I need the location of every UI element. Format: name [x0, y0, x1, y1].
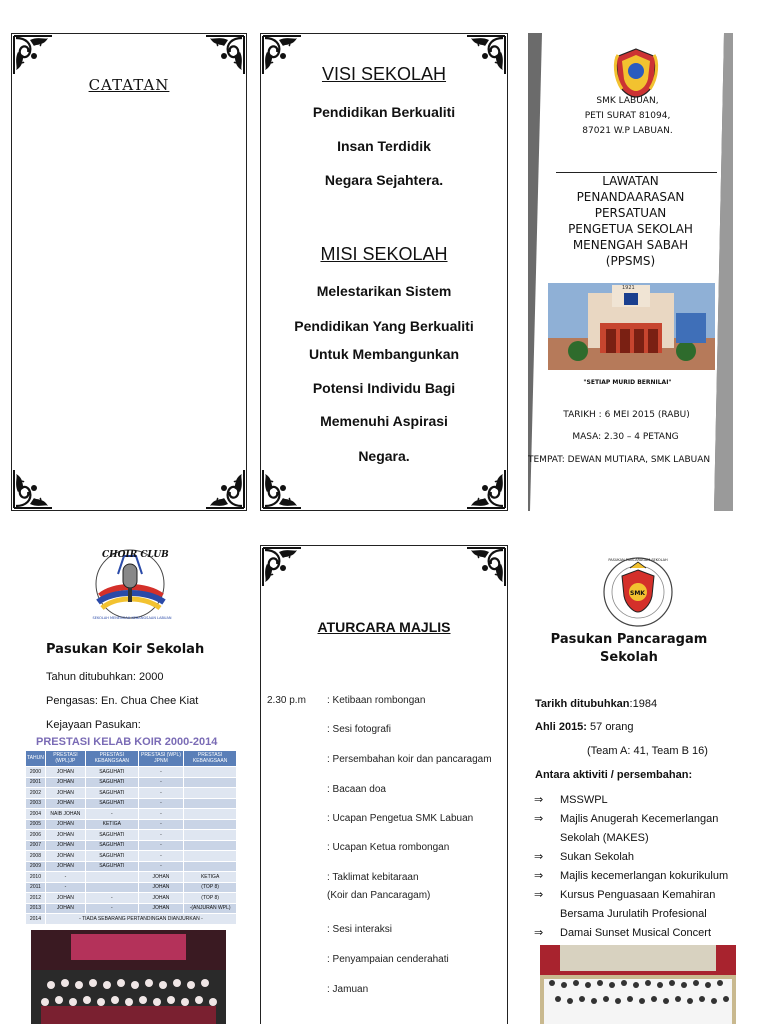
table-cell: - — [138, 830, 184, 841]
table-cell: SAGUHATI — [85, 788, 138, 799]
table-header-cell: TAHUN — [26, 751, 46, 767]
table-cell-note: - TIADA SEBARANG PERTANDINGAN DIANJURKAN - — [45, 914, 236, 925]
table-header-cell: PRESTASI (WPL)JP — [45, 751, 85, 767]
table-cell: -(ANJURAN WPL) — [184, 903, 237, 914]
table-cell: - — [138, 809, 184, 820]
koir-title: Pasukan Koir Sekolah — [46, 642, 205, 657]
table-cell: - — [138, 851, 184, 862]
table-header-cell: PRESTASI KEBANGSAAN — [184, 751, 237, 767]
visi-misi-panel — [260, 33, 508, 511]
list-item: ⇒ Majlis Anugerah Kecemerlangan — [534, 810, 768, 829]
table-cell — [184, 777, 237, 788]
aturcara-title: ATURCARA MAJLIS — [317, 619, 451, 635]
koir-panel — [14, 540, 250, 1024]
schedule-item: : Taklimat kebitaraan — [327, 872, 419, 883]
table-cell: 2011 — [26, 882, 46, 893]
table-cell: - — [45, 872, 85, 883]
arrow-icon: ⇒ — [534, 851, 544, 863]
table-cell — [184, 809, 237, 820]
misi-line: Pendidikan Yang Berkualiti — [294, 318, 474, 334]
table-cell: SAGUHATI — [85, 861, 138, 872]
school-motto: "SETIAP MURID BERNILAI" — [583, 379, 672, 386]
cover-panel — [528, 33, 733, 511]
table-row — [26, 851, 237, 862]
table-cell: - — [85, 903, 138, 914]
list-item-continuation: Sekolah (MAKES) — [560, 832, 649, 844]
table-cell: SAGUHATI — [85, 840, 138, 851]
ornament-corner-icon — [12, 468, 54, 510]
table-cell: 2001 — [26, 777, 46, 788]
table-cell: 2002 — [26, 788, 46, 799]
table-row — [26, 882, 237, 893]
table-cell: SAGUHATI — [85, 851, 138, 862]
pancaragam-team: (Team A: 41, Team B 16) — [587, 745, 708, 757]
table-cell: KETIGA — [184, 872, 237, 883]
misi-line: Untuk Membangunkan — [308, 346, 460, 362]
table-row — [26, 893, 237, 904]
tarikh-label: Tarikh ditubuhkan — [535, 698, 630, 710]
pancaragam-logo-center: SMK — [630, 590, 645, 597]
table-row — [26, 830, 237, 841]
koir-pengasas: Pengasas: En. Chua Chee Kiat — [46, 695, 199, 707]
prestasi-table-title: PRESTASI KELAB KOIR 2000-2014 — [36, 736, 218, 748]
visi-title: VISI SEKOLAH — [321, 64, 447, 84]
table-cell: JOHAN — [45, 851, 85, 862]
table-cell: KETIGA — [85, 819, 138, 830]
table-cell: - — [138, 840, 184, 851]
table-cell: JOHAN — [45, 830, 85, 841]
table-cell — [184, 851, 237, 862]
list-item: ⇒ Damai Sunset Musical Concert — [534, 924, 768, 943]
table-cell: JOHAN — [138, 893, 184, 904]
misi-line: Memenuhi Aspirasi — [320, 413, 448, 429]
koir-tahun: Tahun ditubuhkan: 2000 — [46, 671, 164, 683]
table-cell: - — [138, 819, 184, 830]
misi-line: Potensi Individu Bagi — [312, 380, 456, 396]
table-cell: 2006 — [26, 830, 46, 841]
address-line: PETI SURAT 81094, — [584, 111, 671, 121]
table-cell: 2000 — [26, 767, 46, 778]
table-row — [26, 840, 237, 851]
list-item: ⇒ Kursus Penguasaan Kemahiran — [534, 886, 768, 905]
aturcara-panel — [260, 545, 508, 1024]
table-cell: 2009 — [26, 861, 46, 872]
aktiviti-title: Antara aktiviti / persembahan: — [535, 769, 693, 781]
pancaragam-title: Sekolah — [600, 650, 658, 665]
aktiviti-list — [534, 791, 768, 943]
table-cell: SAGUHATI — [85, 777, 138, 788]
list-item: ⇒ MSSWPL — [534, 791, 768, 810]
table-cell: (TOP 8) — [184, 893, 237, 904]
school-crest-icon — [612, 47, 660, 99]
pancaragam-title: Pasukan Pancaragam — [550, 632, 708, 647]
schedule-item: : Ucapan Pengetua SMK Labuan — [327, 813, 474, 824]
table-cell: - — [138, 777, 184, 788]
table-cell: - — [85, 809, 138, 820]
table-cell: - — [138, 788, 184, 799]
table-cell: JOHAN — [45, 861, 85, 872]
table-cell: 2010 — [26, 872, 46, 883]
table-cell: JOHAN — [45, 798, 85, 809]
table-row — [26, 861, 237, 872]
ornament-corner-icon — [12, 34, 54, 76]
ornament-corner-icon — [204, 468, 246, 510]
table-cell — [184, 840, 237, 851]
schedule-item-sub: (Koir dan Pancaragam) — [327, 890, 431, 901]
ahli-label: Ahli 2015: — [535, 721, 587, 733]
table-cell: JOHAN — [138, 872, 184, 883]
schedule-time: 2.30 p.m — [267, 695, 306, 706]
misi-title: MISI SEKOLAH — [320, 244, 448, 264]
table-cell: 2008 — [26, 851, 46, 862]
table-cell: 2013 — [26, 903, 46, 914]
schedule-item: : Sesi interaksi — [327, 924, 393, 935]
ornament-corner-icon — [465, 468, 507, 510]
table-cell — [184, 830, 237, 841]
building-year-label: 1921 — [622, 285, 635, 291]
schedule-item: : Penyampaian cenderahati — [327, 954, 449, 965]
table-row — [26, 903, 237, 914]
event-title-line: PENANDAARASAN — [576, 190, 685, 204]
table-row — [26, 798, 237, 809]
ornament-corner-icon — [465, 546, 507, 588]
misi-line: Melestarikan Sistem — [316, 283, 452, 299]
schedule-item: : Ucapan Ketua rombongan — [327, 842, 450, 853]
table-cell: - — [138, 767, 184, 778]
table-cell: 2003 — [26, 798, 46, 809]
table-cell — [184, 861, 237, 872]
school-building-photo — [548, 283, 715, 370]
table-cell — [85, 872, 138, 883]
table-cell: - — [45, 882, 85, 893]
table-cell: JOHAN — [45, 840, 85, 851]
table-row — [26, 788, 237, 799]
table-cell: JOHAN — [45, 893, 85, 904]
table-cell: JOHAN — [45, 788, 85, 799]
table-row — [26, 872, 237, 883]
event-time: MASA: 2.30 – 4 PETANG — [572, 432, 679, 442]
arrow-icon: ⇒ — [534, 813, 544, 825]
list-item-continuation: Bersama Jurulatih Profesional — [560, 908, 707, 920]
event-title-line: LAWATAN — [602, 174, 659, 188]
choir-logo-text: CHOIR CLUB — [102, 550, 169, 560]
pancaragam-logo-ring-text: PASUKAN PANCARAGAM SEKOLAH — [608, 558, 668, 562]
ornament-corner-icon — [261, 468, 303, 510]
schedule-item: : Sesi fotografi — [327, 724, 391, 735]
ornament-corner-icon — [204, 34, 246, 76]
table-row — [26, 914, 237, 925]
event-title-line: MENENGAH SABAH — [572, 238, 689, 252]
schedule-item: : Jamuan — [327, 984, 369, 995]
visi-line: Negara Sejahtera. — [324, 172, 444, 188]
table-cell: NAIB JOHAN — [45, 809, 85, 820]
table-cell: 2005 — [26, 819, 46, 830]
table-cell: 2004 — [26, 809, 46, 820]
tarikh-value: :1984 — [629, 698, 658, 710]
table-cell: - — [85, 893, 138, 904]
address-line: 87021 W.P LABUAN. — [582, 126, 673, 136]
schedule-item: : Bacaan doa — [327, 784, 386, 795]
visi-line: Pendidikan Berkualiti — [312, 104, 456, 120]
choir-group-photo — [31, 930, 226, 1024]
table-row — [26, 767, 237, 778]
prestasi-table — [25, 750, 237, 925]
arrow-icon: ⇒ — [534, 870, 544, 882]
ahli-value: 57 orang — [586, 721, 634, 733]
choir-logo-ring-text: SEKOLAH MENENGAH KEBANGSAAN LABUAN — [92, 616, 172, 620]
list-item: ⇒ Majlis kecemerlangan kokurikulum — [534, 867, 768, 886]
pancaragam-tarikh — [535, 698, 657, 710]
table-row — [26, 819, 237, 830]
event-venue: TEMPAT: DEWAN MUTIARA, SMK LABUAN — [528, 455, 711, 465]
catatan-panel — [11, 33, 247, 511]
schedule-item: : Ketibaan rombongan — [327, 695, 426, 706]
table-cell: SAGUHATI — [85, 830, 138, 841]
table-cell: JOHAN — [45, 903, 85, 914]
pancaragam-panel — [528, 540, 768, 1024]
event-date: TARIKH : 6 MEI 2015 (RABU) — [563, 410, 690, 420]
table-cell: JOHAN — [138, 882, 184, 893]
table-cell: - — [138, 798, 184, 809]
table-cell: JOHAN — [45, 767, 85, 778]
table-cell: SAGUHATI — [85, 767, 138, 778]
pancaragam-ahli — [535, 721, 633, 733]
visi-line: Insan Terdidik — [337, 138, 431, 154]
pancaragam-group-photo — [540, 945, 736, 1024]
table-cell: (TOP 8) — [184, 882, 237, 893]
table-cell: 2012 — [26, 893, 46, 904]
address-line: SMK LABUAN, — [596, 96, 659, 106]
schedule-item: : Persembahan koir dan pancaragam — [327, 754, 492, 765]
catatan-title: CATATAN — [88, 76, 170, 94]
arrow-icon: ⇒ — [534, 794, 544, 806]
table-cell: JOHAN — [45, 819, 85, 830]
table-row — [26, 777, 237, 788]
table-header-cell: PRESTASI KEBANGSAAN — [85, 751, 138, 767]
table-cell — [184, 819, 237, 830]
event-title-line: PENGETUA SEKOLAH — [568, 222, 693, 236]
table-cell — [184, 798, 237, 809]
table-header-cell: PRESTASI (WPL) JPNM — [138, 751, 184, 767]
table-cell: 2007 — [26, 840, 46, 851]
table-cell: - — [138, 861, 184, 872]
ornament-corner-icon — [261, 546, 303, 588]
table-cell: JOHAN — [138, 903, 184, 914]
misi-line: Negara. — [358, 448, 410, 464]
table-cell — [85, 882, 138, 893]
table-cell: JOHAN — [45, 777, 85, 788]
event-title-line: PERSATUAN — [594, 206, 667, 220]
table-cell: 2014 — [26, 914, 46, 925]
table-cell: SAGUHATI — [85, 798, 138, 809]
arrow-icon: ⇒ — [534, 927, 544, 939]
table-cell — [184, 788, 237, 799]
table-row — [26, 809, 237, 820]
event-title-line: (PPSMS) — [605, 254, 656, 268]
arrow-icon: ⇒ — [534, 889, 544, 901]
list-item: ⇒ Sukan Sekolah — [534, 848, 768, 867]
table-cell — [184, 767, 237, 778]
cover-divider — [556, 172, 717, 173]
koir-kejayaan: Kejayaan Pasukan: — [46, 719, 141, 731]
